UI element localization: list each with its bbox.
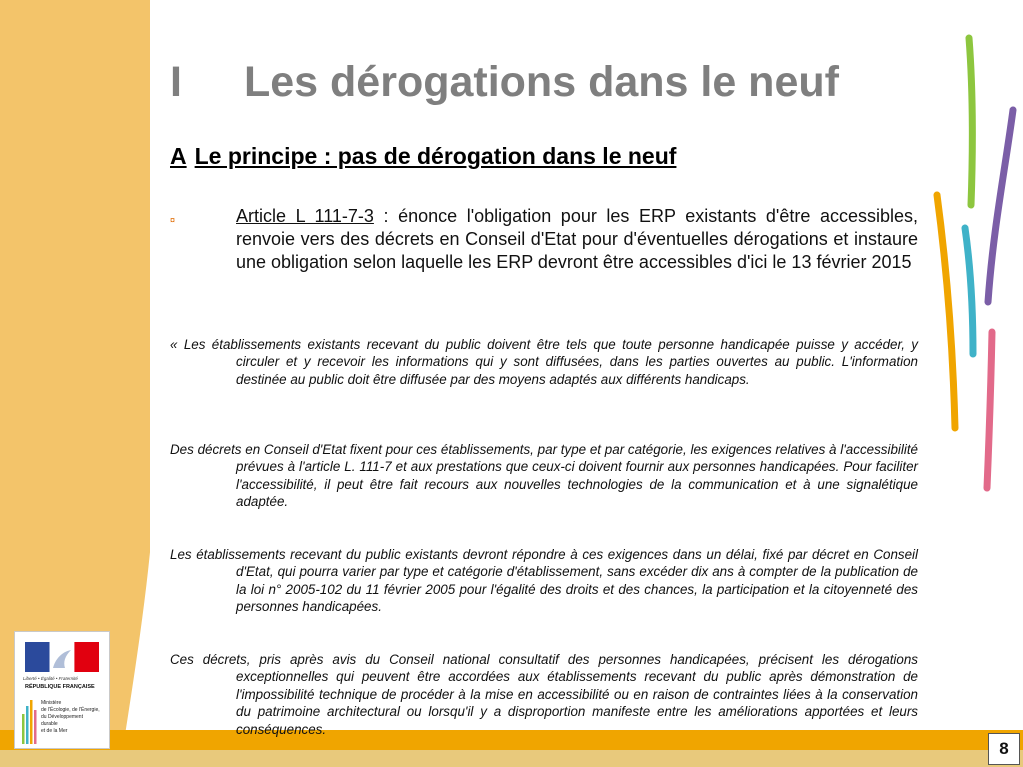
ministry-line: de l'Écologie, de l'Énergie, [41,707,100,713]
title-number: I [170,58,182,106]
title-text: Les dérogations dans le neuf [244,58,839,106]
subtitle-letter: A [170,143,187,169]
quote-paragraph: « Les établissements existants recevant du public doivent être tels que toute personne handicapée puisse y accéder, y circuler et y recevoir les informations qui y sont diffusées, dans les parties ouvertes au public. L'information destinée au public doit être diffusée par des moyens adaptés aux différents handicaps. [170,337,918,387]
ministry-line: durable [41,721,58,727]
quote-paragraph: Des décrets en Conseil d'Etat fixent pour ces établissements, par type et par catégorie, les exigences relatives à l'accessibilité prévues à l'article L. 111-7 et aux prestations que ceux-ci doivent fournir aux personnes handicapées. Pour faciliter l'accessibilité, il peut être fait recours aux nouvelles technologies de la communication et à une signalétique adaptée. [170,442,918,510]
quote-paragraph: Les établissements recevant du public existants devront répondre à ces exigences dans un délai, fixé par décret en Conseil d'Etat, qui pourra varier par type et catégorie d'établissement, sans excéder dix ans à compter de la publication de la loi n° 2005-102 du 11 février 2005 pour l'égalité des droits et des chances, la participation et la citoyenneté des personnes handicapées. [170,547,918,615]
subtitle-text: Le principe : pas de dérogation dans le neuf [194,143,677,169]
ministry-line: Ministère [41,700,62,706]
bullet-text [236,205,918,274]
republic-motto: Liberté • Égalité • Fraternité [23,676,78,681]
page-number: 8 [988,733,1020,765]
ministry-line: et de la Mer [41,728,68,734]
bullet-item [170,205,918,274]
footer-strip [0,750,1023,767]
ministry-bars-icon [21,696,39,746]
article-link[interactable]: Article L 111-7-3 [236,206,374,226]
ministry-logo [14,631,110,749]
quote-paragraph: Ces décrets, pris après avis du Conseil national consultatif des personnes handicapées, précisent les dérogations exceptionnelles qui peuvent être accordées aux établissements recevant du public après démonstration de l'impossibilité technique de procéder à la mise en accessibilité ou en raison de contraintes liées à la conservation du patrimoine architectural ou lorsqu'il y a disproportion manifeste entre les améliorations apportées et leurs conséquences. [170,652,918,737]
slide-title [170,58,839,107]
bullet-body: : énonce l'obligation pour les ERP existants d'être accessibles, renvoie vers des décrets en Conseil d'Etat pour d'éventuelles dérogations et instaure une obligation selon laquelle les ERP devront être accessibles d'ici le 13 février 2015 [236,206,918,272]
ministry-name [41,700,100,735]
ministry-line: du Développement [41,714,83,720]
republic-name: RÉPUBLIQUE FRANÇAISE [25,684,95,690]
bullet-icon: ¤ [170,215,176,225]
marianne-flag-icon [25,642,99,672]
decorative-ribbons [925,30,1023,500]
section-subtitle [170,143,676,170]
